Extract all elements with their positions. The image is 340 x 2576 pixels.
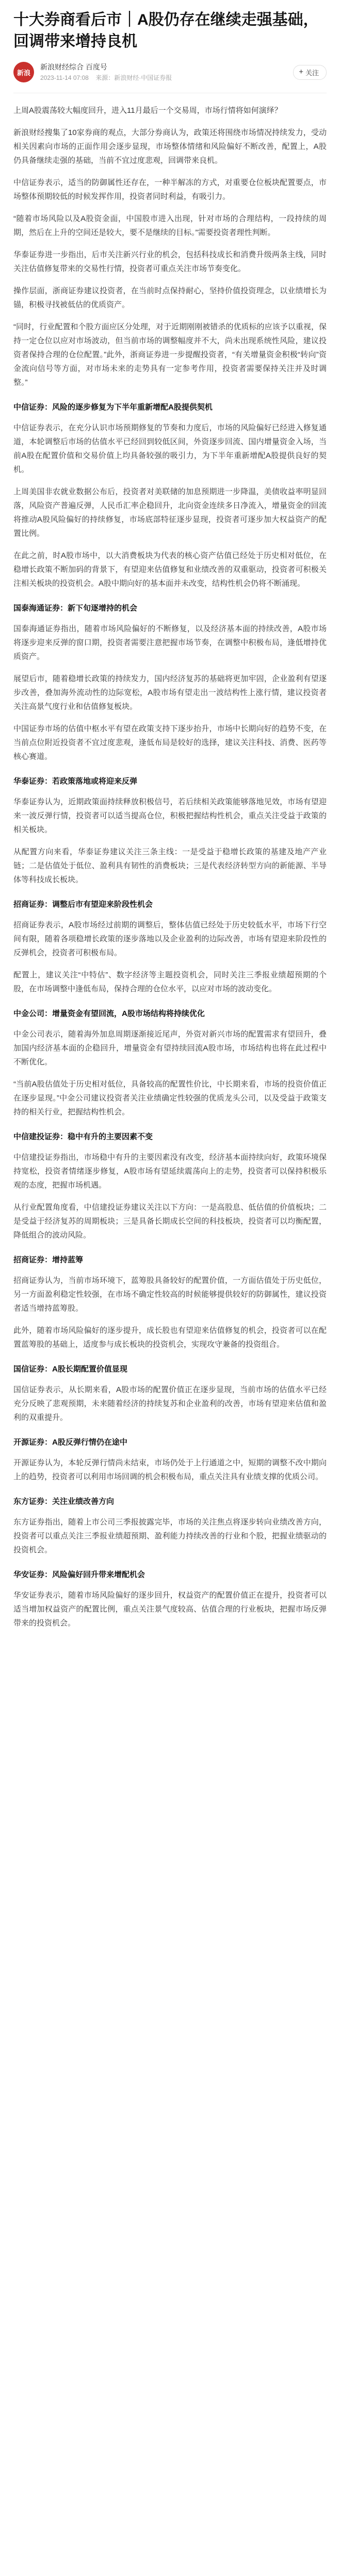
author-meta-text bbox=[40, 62, 177, 82]
body-paragraph: 中信证券表示，适当的防御属性还存在，一种半解冻的方式，对重要仓位板块配置要点，市场整体预期较低的时候发挥作用，投资者同时利益，有吸引力。 bbox=[13, 178, 327, 201]
section-heading: 开源证券：A股反弹行情仍在途中 bbox=[13, 1438, 127, 1447]
body-paragraph: 上周A股震荡较大幅度回升，进入11月最后一个交易周，市场行情将如何演绎？ bbox=[13, 106, 282, 115]
body-paragraph: 华泰证券进一步指出，后市关注新兴行业的机会，包括科技成长和消费升级两条主线，同时关注估值修复带来的交易性行情，投资者可重点关注市场节奏变化。 bbox=[13, 250, 327, 273]
body-paragraph: 中金公司表示，随着海外加息周期逐渐接近尾声，外资对新兴市场的配置需求有望回升，叠加国内经济基本面的企稳回升，增量资金有望持续回流A股市场，市场结构也将在此过程中不断优化。 bbox=[13, 1030, 327, 1066]
body-paragraph: 配置上，建议关注“中特估”、数字经济等主题投资机会，同时关注三季报业绩超预期的个股，在市场调整中逢低布局，保持合理的仓位水平，以应对市场的波动变化。 bbox=[13, 971, 327, 993]
body-paragraph: “随着市场风险以及A股资金面，中国股市进入出现，针对市场的合理结构，一段持续的周期，然后在上升的空间还是较大，要不是继续的目标。”需要投资者理性判断。 bbox=[13, 214, 327, 237]
body-paragraph: 中信建投证券指出，市场稳中有升的主要因素没有改变，经济基本面持续向好，政策环境保持宽松，投资者情绪逐步修复，A股市场有望延续震荡向上的走势，投资者可以保持积极乐观的态度，把握市场机遇。 bbox=[13, 1153, 327, 1190]
section-heading: 招商证券：增持蓝筹 bbox=[13, 1256, 84, 1264]
section-heading: 东方证券：关注业绩改善方向 bbox=[13, 1497, 115, 1506]
body-paragraph: 华安证券表示，随着市场风险偏好的逐步回升，权益资产的配置价值正在提升，投资者可以适当增加权益资产的配置比例，重点关注景气度较高、估值合理的行业板块，把握市场反弹带来的投资机会。 bbox=[13, 1591, 327, 1628]
body-paragraph: “当前A股估值处于历史相对低位，具备较高的配置性价比，中长期来看，市场的投资价值正在逐步显现。”中金公司建议投资者关注业绩确定性较强的优质龙头公司，以及受益于政策支持的相关行业，把握结构性机会。 bbox=[13, 1080, 327, 1116]
section-heading: 国信证券：A股长期配置价值显现 bbox=[13, 1365, 127, 1374]
article-content bbox=[13, 104, 327, 1630]
body-paragraph: 从配置方向来看，华泰证券建议关注三条主线：一是受益于稳增长政策的基建及地产产业链；二是估值处于低位、盈利具有韧性的消费板块；三是代表经济转型方向的新能源、半导体等科技成长板块。 bbox=[13, 848, 327, 884]
author-meta-bar bbox=[13, 62, 327, 93]
body-paragraph: 中信证券表示，在充分认识市场预期修复的节奏和力度后，市场的风险偏好已经进入修复通道，本轮调整后市场的估值水平已经回到较低区间，外资逐步回流、国内增量资金入场，当前A股在配置价值和交易价值上均具备较强的吸引力，为下半年重新增配A股提供良好的契机。 bbox=[13, 423, 327, 474]
body-paragraph: 从行业配置角度看，中信建投证券建议关注以下方向：一是高股息、低估值的价值板块；二是受益于经济复苏的周期板块；三是具备长期成长空间的科技板块，投资者可以均衡配置，降低组合的波动风险。 bbox=[13, 1203, 327, 1240]
author-name[interactable]: 新浪财经综合 百度号 bbox=[40, 63, 107, 71]
body-paragraph: 华泰证券认为，近期政策面持续释放积极信号，若后续相关政策能够落地见效，市场有望迎来一波反弹行情，投资者可以适当提高仓位，积极把握结构性机会，重点关注受益于政策的相关板块。 bbox=[13, 798, 327, 834]
plus-icon: + bbox=[299, 67, 303, 76]
body-paragraph: 展望后市，随着稳增长政策的持续发力，国内经济复苏的基础将更加牢固，企业盈利有望逐步改善，叠加海外流动性的边际宽松，A股市场有望走出一波结构性上涨行情，建议投资者关注高景气度行业和估值修复板块。 bbox=[13, 674, 327, 711]
body-paragraph: 开源证券认为，本轮反弹行情尚未结束，市场仍处于上行通道之中，短期的调整不改中期向上的趋势，投资者可以利用市场回调的机会积极布局，重点关注具有业绩支撑的优质公司。 bbox=[13, 1459, 327, 1481]
section-heading: 国泰海通证券：新下旬逐增持的机会 bbox=[13, 604, 138, 613]
section-heading: 中金公司：增量资金有望回流，A股市场结构将持续优化 bbox=[13, 1009, 205, 1018]
section-heading: 华安证券：风险偏好回升带来增配机会 bbox=[13, 1570, 145, 1579]
body-paragraph: 操作层面，浙商证券建议投资者，在当前时点保持耐心，坚持价值投资理念，以业绩增长为锚，积极寻找被低估的优质资产。 bbox=[13, 286, 327, 309]
body-paragraph: 招商证券认为，当前市场环境下，蓝筹股具备较好的配置价值，一方面估值处于历史低位，另一方面盈利稳定性较强，在市场不确定性较高的时候能够提供较好的防御属性，建议投资者适当增持蓝筹股。 bbox=[13, 1276, 327, 1313]
publish-date: 2023-11-14 07:08 bbox=[40, 74, 89, 81]
follow-button[interactable] bbox=[293, 65, 327, 80]
section-heading: 华泰证券：若政策落地或将迎来反弹 bbox=[13, 777, 138, 786]
body-paragraph: 国泰海通证券指出，随着市场风险偏好的不断修复，以及经济基本面的持续改善，A股市场将逐步迎来反弹的窗口期，投资者需要注意把握市场节奏，在调整中积极布局，逢低增持优质资产。 bbox=[13, 624, 327, 661]
author-avatar[interactable]: 新浪 bbox=[13, 62, 34, 82]
publish-source: 来源：新浪财经·中国证券报 bbox=[95, 74, 172, 81]
follow-label: 关注 bbox=[305, 69, 319, 77]
body-paragraph: 此外，随着市场风险偏好的逐步提升，成长股也有望迎来估值修复的机会，投资者可以在配置蓝筹股的基础上，适度参与成长板块的投资机会，实现攻守兼备的投资组合。 bbox=[13, 1326, 327, 1349]
body-paragraph: 新浪财经搜集了10家券商的观点，大部分券商认为，政策还将围绕市场情况持续发力，受动相关因素向市场的正面作用会逐步显现，市场整体情绪和风险偏好不断改善，配置上，A股仍具备继续走强的基础，当前不宜过度悲观，回调带来良机。 bbox=[13, 128, 327, 165]
body-paragraph: 在此之前，时A股市场中，以大消费板块为代表的核心资产估值已经处于历史相对低位，在稳增长政策不断加码的背景下，有望迎来估值修复和业绩改善的双重驱动，投资者可积极关注相关板块的投资机会。A股中期向好的基本面并未改变，结构性机会仍将不断涌现。 bbox=[13, 551, 327, 588]
section-heading: 中信建投证券：稳中有升的主要因素不变 bbox=[13, 1132, 153, 1141]
body-paragraph: 国信证券表示，从长期来看，A股市场的配置价值正在逐步显现，当前市场的估值水平已经充分反映了悲观预期，未来随着经济的持续复苏和企业盈利的改善，市场有望迎来估值和盈利的双重提升。 bbox=[13, 1385, 327, 1422]
body-paragraph: 上周美国非农就业数据公布后，投资者对美联储的加息预期进一步降温，美债收益率明显回落，风险资产普遍反弹，人民币汇率企稳回升，北向资金连续多日净流入，增量资金的回流将推动A股风险偏好的持续修复，市场底部特征逐步显现，投资者可逐步加大权益资产的配置比例。 bbox=[13, 487, 327, 538]
body-paragraph: 中国证券市场的估值中枢水平有望在政策支持下逐步抬升，市场中长期向好的趋势不变，在当前点位附近投资者不宜过度悲观，逢低布局是较好的选择，建议关注科技、消费、医药等核心赛道。 bbox=[13, 724, 327, 761]
article-title: 十大券商看后市｜A股仍存在继续走强基础，回调带来增持良机 bbox=[13, 11, 319, 50]
section-heading: 中信证券：风险的逐步修复为下半年重新增配A股提供契机 bbox=[13, 403, 213, 412]
body-paragraph: 东方证券指出，随着上市公司三季报披露完毕，市场的关注焦点将逐步转向业绩改善方向，投资者可以重点关注三季报业绩超预期、盈利能力持续改善的行业和个股，把握业绩驱动的投资机会。 bbox=[13, 1518, 327, 1554]
body-paragraph: “同时，行业配置和个股方面应区分处理，对于近期刚刚被错杀的优质标的应该予以重视，保持一定仓位以应对市场波动，但当前市场的调整幅度并不大，尚未出现系统性风险，建议投资者保持合理的仓位配置。”此外，浙商证券进一步提醒投资者，“有关增量资金积极“转向”资金流向信号等方面，对市场未来的走势具有一定参考作用，投资者需要保持关注并及时调整。” bbox=[13, 323, 327, 387]
body-paragraph: 招商证券表示，A股市场经过前期的调整后，整体估值已经处于历史较低水平，市场下行空间有限，随着各项稳增长政策的逐步落地以及企业盈利的边际改善，市场有望迎来阶段性的反弹机会，投资者可积极布局。 bbox=[13, 921, 327, 957]
section-heading: 招商证券：调整后市有望迎来阶段性机会 bbox=[13, 900, 153, 909]
author-info bbox=[13, 62, 177, 82]
publish-info bbox=[40, 73, 177, 82]
